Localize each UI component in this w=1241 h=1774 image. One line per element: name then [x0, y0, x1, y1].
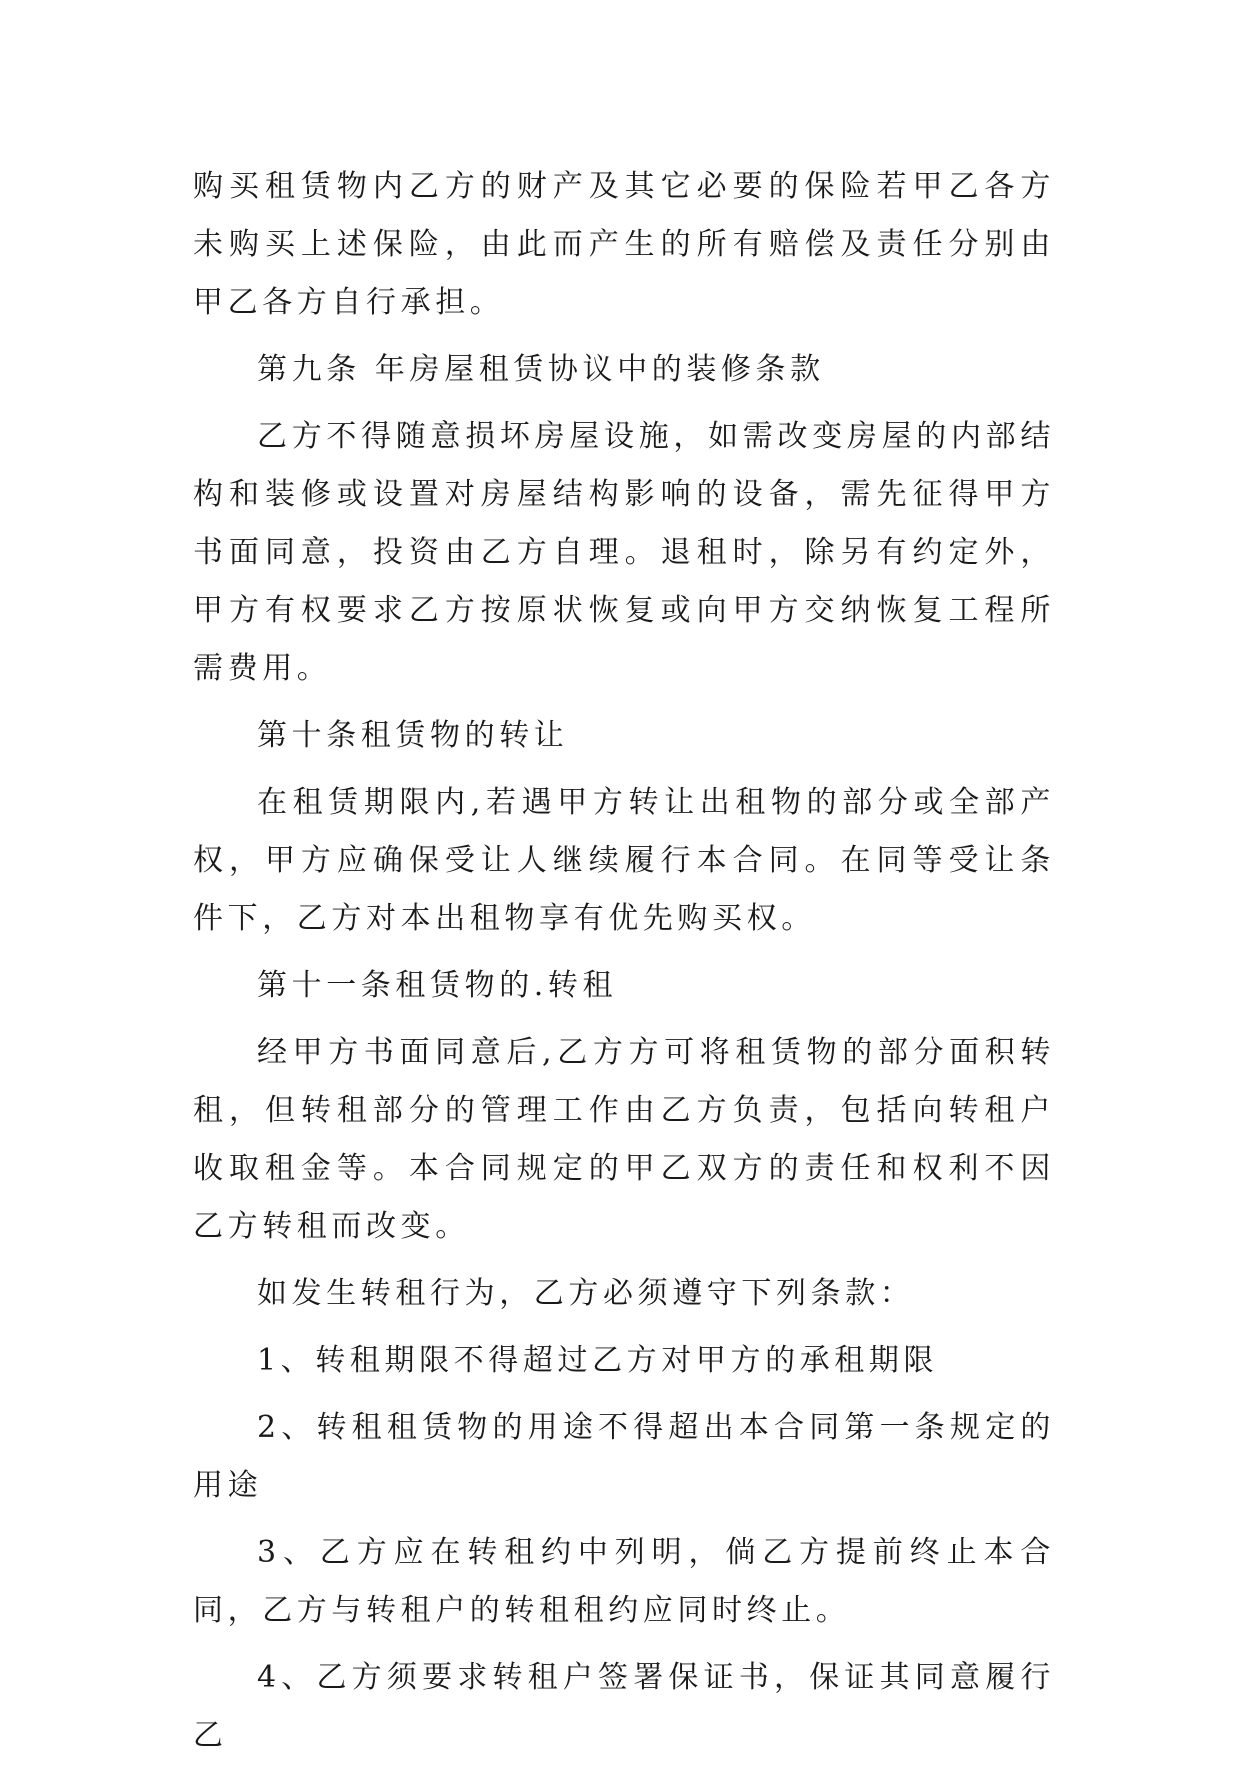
paragraph-insurance-continuation: 购买租赁物内乙方的财产及其它必要的保险若甲乙各方未购买上述保险，由此而产生的所有赔偿及责任分别由甲乙各方自行承担。 — [193, 169, 1055, 320]
list-item-sublease-1: 1、转租期限不得超过乙方对甲方的承租期限 — [257, 1343, 939, 1378]
list-item-sublease-2: 2、转租租赁物的用途不得超出本合同第一条规定的用途 — [193, 1410, 1055, 1503]
list-item-sublease-4: 4、乙方须要求转租户签署保证书，保证其同意履行乙 — [193, 1660, 1055, 1753]
paragraph-article-10-body: 在租赁期限内,若遇甲方转让出租物的部分或全部产权，甲方应确保受让人继续履行本合同。在同等受让条件下，乙方对本出租物享有优先购买权。 — [193, 785, 1055, 936]
document-page — [193, 158, 1055, 1774]
heading-article-10: 第十条租赁物的转让 — [257, 718, 569, 753]
paragraph-article-9-body: 乙方不得随意损坏房屋设施，如需改变房屋的内部结构和装修或设置对房屋结构影响的设备，需先征得甲方书面同意，投资由乙方自理。退租时，除另有约定外，甲方有权要求乙方按原状恢复或向甲方交纳恢复工程所需费用。 — [193, 419, 1055, 686]
paragraph-article-11-body: 经甲方书面同意后,乙方方可将租赁物的部分面积转租，但转租部分的管理工作由乙方负责，包括向转租户收取租金等。本合同规定的甲乙双方的责任和权利不因乙方转租而改变。 — [193, 1035, 1055, 1244]
paragraph-sublease-intro: 如发生转租行为，乙方必须遵守下列条款： — [257, 1276, 915, 1311]
heading-article-9: 第九条 年房屋租赁协议中的装修条款 — [257, 352, 825, 387]
heading-article-11: 第十一条租赁物的.转租 — [257, 968, 618, 1003]
list-item-sublease-3: 3、乙方应在转租约中列明，倘乙方提前终止本合同，乙方与转租户的转租租约应同时终止。 — [193, 1535, 1055, 1628]
